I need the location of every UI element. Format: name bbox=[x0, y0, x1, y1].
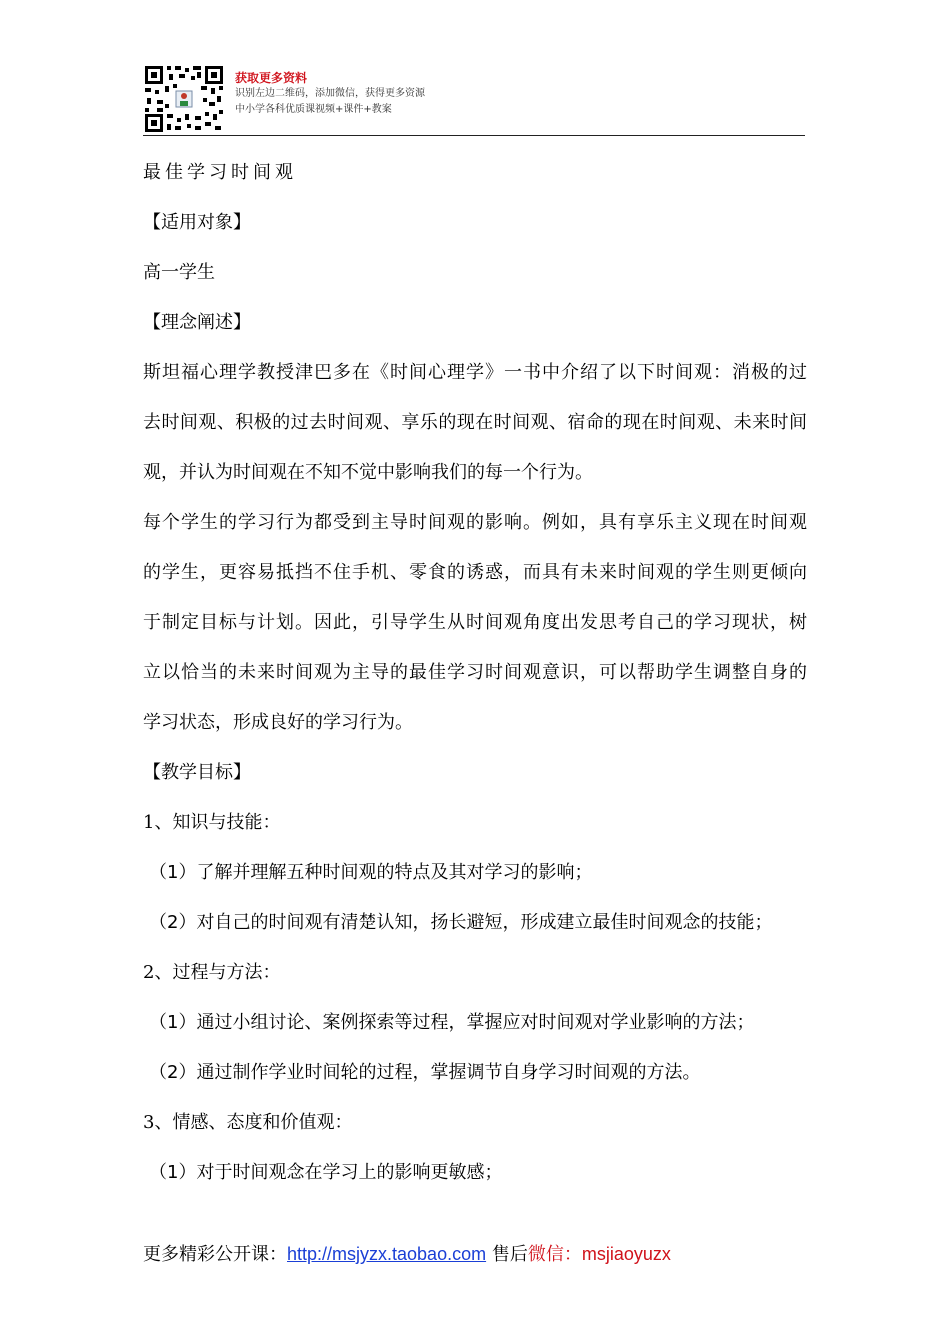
section-heading-goals: 【教学目标】 bbox=[143, 762, 251, 783]
footer-shop-link[interactable]: http://msjyzx.taobao.com bbox=[287, 1244, 487, 1264]
goal-item: （1）了解并理解五种时间观的特点及其对学习的影响； bbox=[149, 862, 593, 883]
footer-wechat-label: 微信： bbox=[527, 1244, 582, 1265]
promo-text bbox=[235, 70, 425, 118]
document-body bbox=[143, 148, 807, 1198]
document-title: 最佳学习时间观 bbox=[143, 162, 297, 183]
paragraph-line: 立以恰当的未来时间观为主导的最佳学习时间观意识，可以帮助学生调整自身的 bbox=[143, 662, 807, 683]
paragraph-line: 观，并认为时间观在不知不觉中影响我们的每一个行为。 bbox=[143, 462, 593, 483]
header-divider bbox=[143, 135, 805, 136]
section-heading-concept: 【理念阐述】 bbox=[143, 312, 251, 333]
promo-line-2: 中小学各科优质课视频+课件+教案 bbox=[235, 104, 392, 115]
paragraph-line: 于制定目标与计划。因此，引导学生从时间观角度出发思考自己的学习现状，树 bbox=[143, 612, 807, 633]
audience-text: 高一学生 bbox=[143, 262, 215, 283]
page-footer bbox=[143, 1240, 671, 1266]
page-header bbox=[143, 64, 805, 136]
paragraph-line: 斯坦福心理学教授津巴多在《时间心理学》一书中介绍了以下时间观：消极的过 bbox=[143, 362, 807, 383]
goal-item: （1）对于时间观念在学习上的影响更敏感； bbox=[149, 1162, 503, 1183]
goal-heading: 2、过程与方法： bbox=[143, 962, 281, 983]
qr-code-icon bbox=[143, 64, 225, 134]
goal-heading: 3、情感、态度和价值观： bbox=[143, 1112, 353, 1133]
goal-item: （1）通过小组讨论、案例探索等过程，掌握应对时间观对学业影响的方法； bbox=[149, 1012, 755, 1033]
paragraph-line: 学习状态，形成良好的学习行为。 bbox=[143, 712, 413, 733]
goal-item: （2）通过制作学业时间轮的过程，掌握调节自身学习时间观的方法。 bbox=[149, 1062, 701, 1083]
footer-after-sales: 售后 bbox=[491, 1244, 528, 1265]
promo-title: 获取更多资料 bbox=[235, 71, 308, 85]
footer-wechat-id: msjiaoyuzx bbox=[581, 1244, 671, 1264]
paragraph-line: 去时间观、积极的过去时间观、享乐的现在时间观、宿命的现在时间观、未来时间 bbox=[143, 412, 807, 433]
goal-heading: 1、知识与技能： bbox=[143, 812, 281, 833]
paragraph-line: 每个学生的学习行为都受到主导时间观的影响。例如，具有享乐主义现在时间观 bbox=[143, 512, 807, 533]
paragraph-line: 的学生，更容易抵挡不住手机、零食的诱惑，而具有未来时间观的学生则更倾向 bbox=[143, 562, 807, 583]
goal-item: （2）对自己的时间观有清楚认知，扬长避短，形成建立最佳时间观念的技能； bbox=[149, 912, 773, 933]
footer-prefix: 更多精彩公开课： bbox=[143, 1244, 287, 1265]
section-heading-audience: 【适用对象】 bbox=[143, 212, 251, 233]
promo-line-1: 识别左边二维码，添加微信，获得更多资源 bbox=[235, 88, 425, 99]
